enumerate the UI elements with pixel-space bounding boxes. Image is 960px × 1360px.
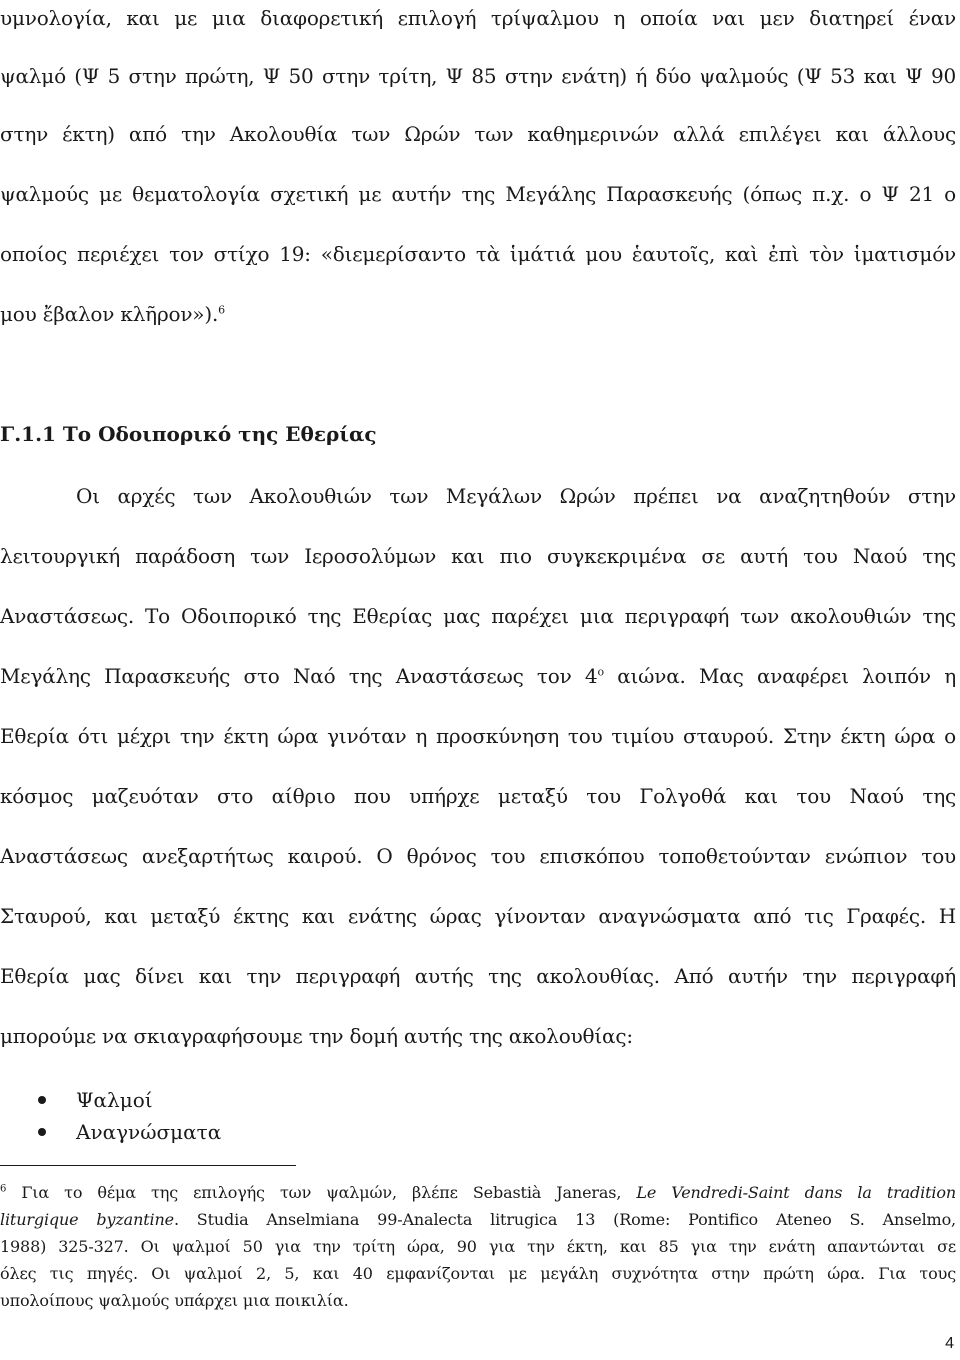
- section-line: Αναστάσεως. Το Οδοιπορικό της Εθερίας μας παρέχει μια περιγραφή των ακολουθιών της: [0, 604, 956, 628]
- footnote-number: 6: [0, 1183, 7, 1195]
- body-line-text: μου ἔβαλον κλῆρον»).: [0, 302, 219, 326]
- section-line: μπορούμε να σκιαγραφήσουμε την δομή αυτής της ακολουθίας:: [0, 1024, 633, 1048]
- body-line: υμνολογία, και με μια διαφορετική επιλογή τρίψαλμου η οποία ναι μεν διατηρεί έναν: [0, 6, 956, 30]
- page-number: 4: [945, 1335, 954, 1352]
- bullet-dot: [38, 1096, 46, 1104]
- superscript-ordinal: ο: [597, 665, 604, 679]
- footnote-line: 1988) 325-327. Οι ψαλμοί 50 για την τρίτη ώρα, 90 για την έκτη, και 85 για την ενάτη απαντώνται σε: [0, 1237, 956, 1256]
- section-line: Εθερία μας δίνει και την περιγραφή αυτής της ακολουθίας. Από αυτήν την περιγραφή: [0, 964, 956, 988]
- section-line: Εθερία ότι μέχρι την έκτη ώρα γινόταν η προσκύνηση του τιμίου σταυρού. Στην έκτη ώρα ο: [0, 724, 956, 748]
- footnote-title-italic: liturgique byzantine: [0, 1210, 174, 1229]
- body-line: στην έκτη) από την Ακολουθία των Ωρών των καθημερινών αλλά επιλέγει και άλλους: [0, 122, 956, 146]
- section-line: Αναστάσεως ανεξαρτήτως καιρού. Ο θρόνος του επισκόπου τοποθετούνταν ενώπιον του: [0, 844, 956, 868]
- body-line: οποίος περιέχει τον στίχο 19: «διεμερίσαντο τὰ ἱμάτιά μου ἑαυτοῖς, καὶ ἐπὶ τὸν ἱματισμόν: [0, 242, 956, 266]
- section-heading: Γ.1.1 Το Οδοιπορικό της Εθερίας: [0, 422, 377, 446]
- footnote-separator: [0, 1165, 296, 1166]
- footnote-line: όλες τις πηγές. Οι ψαλμοί 2, 5, και 40 εμφανίζονται με μεγάλη συχνότητα στην πρώτη ώρα. Για τους: [0, 1264, 956, 1283]
- body-line: ψαλμούς με θεματολογία σχετική με αυτήν της Μεγάλης Παρασκευής (όπως π.χ. ο Ψ 21 ο: [0, 182, 956, 206]
- footnote-line: υπολοίπους ψαλμούς υπάρχει μια ποικιλία.: [0, 1291, 349, 1310]
- section-line: κόσμος μαζευόταν στο αίθριο που υπήρχε μεταξύ του Γολγοθά και του Ναού της: [0, 784, 956, 808]
- bullet-item: Αναγνώσματα: [76, 1120, 222, 1144]
- section-line: λειτουργική παράδοση των Ιεροσολύμων και πιο συγκεκριμένα σε αυτή του Ναού της: [0, 544, 956, 568]
- bullet-item: Ψαλμοί: [76, 1088, 153, 1112]
- footnote-title-italic: Le Vendredi-Saint dans la tradition: [636, 1183, 956, 1202]
- footnote-line: [0, 1210, 956, 1230]
- body-line-last: [0, 300, 956, 328]
- footnote-reference[interactable]: 6: [218, 303, 225, 317]
- section-line-text: Μεγάλης Παρασκευής στο Ναό της Αναστάσεως τον 4: [0, 664, 598, 688]
- section-line: [0, 662, 956, 690]
- section-line: Οι αρχές των Ακολουθιών των Μεγάλων Ωρών πρέπει να αναζητηθούν στην: [76, 484, 956, 508]
- bullet-dot: [38, 1128, 46, 1136]
- footnote-text: Για το θέμα της επιλογής των ψαλμών, βλέπε Sebastià Janeras,: [6, 1183, 637, 1202]
- body-line: ψαλμό (Ψ 5 στην πρώτη, Ψ 50 στην τρίτη, Ψ 85 στην ενάτη) ή δύο ψαλμούς (Ψ 53 και Ψ 90: [0, 64, 956, 88]
- footnote-text: . Studia Anselmiana 99-Analecta litrugica 13 (Rome: Pontifico Ateneo S. Anselmo,: [173, 1210, 956, 1229]
- footnote-line: [0, 1183, 956, 1203]
- section-line: Σταυρού, και μεταξύ έκτης και ενάτης ώρας γίνονταν αναγνώσματα από τις Γραφές. Η: [0, 904, 956, 928]
- section-line-tail: αιώνα. Μας αναφέρει λοιπόν η: [603, 664, 956, 688]
